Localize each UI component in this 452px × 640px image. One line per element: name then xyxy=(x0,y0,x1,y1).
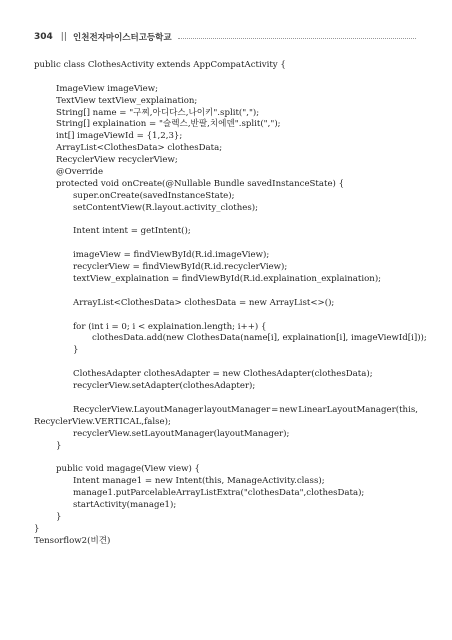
code-line: } xyxy=(56,511,62,522)
code-line: Intent manage1 = new Intent(this, ManageActivity.class); xyxy=(73,476,325,487)
blank-line xyxy=(34,310,418,322)
code-token: LinearLayoutManager(this, xyxy=(298,404,418,415)
code-line: clothesData.add(new ClothesData(name[i], explaination[i], imageViewId[i])); xyxy=(92,333,427,344)
code-line: Intent intent = getIntent(); xyxy=(73,226,191,237)
code-line: String[] name = "구찌,아디다스,나이키".split(","); xyxy=(56,107,260,118)
header-dotted-rule xyxy=(178,37,416,39)
code-token: RecyclerView.LayoutManager xyxy=(73,404,204,415)
code-line: manage1.putParcelableArrayListExtra("clothesData",clothesData); xyxy=(73,488,365,499)
blank-line xyxy=(34,215,418,227)
blank-line xyxy=(34,286,418,298)
blank-line xyxy=(34,238,418,250)
code-line: } xyxy=(56,440,62,451)
school-name: 인천전자마이스터고등학교 xyxy=(73,33,172,43)
code-line: TextView textView_explaination; xyxy=(56,95,198,106)
code-line: public void magage(View view) { xyxy=(56,464,200,475)
code-token: = xyxy=(271,404,279,415)
code-line: } xyxy=(34,523,40,534)
blank-line xyxy=(34,72,418,84)
code-line-justified xyxy=(34,405,418,417)
code-line: ClothesAdapter clothesAdapter = new ClothesAdapter(clothesData); xyxy=(73,369,373,380)
code-line: textView_explaination = findViewById(R.id.explaination_explaination); xyxy=(73,274,382,285)
code-line: } xyxy=(73,345,79,356)
code-line: public class ClothesActivity extends AppCompatActivity { xyxy=(34,60,286,70)
blank-line xyxy=(34,357,418,369)
code-line: ImageView imageView; xyxy=(56,83,158,94)
code-line: @Override xyxy=(56,167,104,178)
code-line: recyclerView.setAdapter(clothesAdapter); xyxy=(73,381,256,392)
code-token: new xyxy=(279,404,298,415)
code-line: recyclerView.setLayoutManager(layoutManager); xyxy=(73,428,290,439)
code-token: layoutManager xyxy=(204,404,271,415)
code-line: setContentView(R.layout.activity_clothes); xyxy=(73,202,258,213)
code-line: ArrayList<ClothesData> clothesData = new ArrayList<>(); xyxy=(73,297,335,308)
code-line: imageView = findViewById(R.id.imageView); xyxy=(73,250,270,261)
code-line: ArrayList<ClothesData> clothesData; xyxy=(56,143,223,154)
code-line: String[] explaination = "슬렉스,반팔,치에덴".split(","); xyxy=(56,119,281,130)
code-line: protected void onCreate(@Nullable Bundle savedInstanceState) { xyxy=(56,178,345,189)
code-line: startActivity(manage1); xyxy=(73,499,177,510)
code-line: for (int i = 0; i < explaination.length; i++) { xyxy=(73,321,267,332)
code-line: RecyclerView.VERTICAL,false); xyxy=(34,416,171,427)
page-number: 304 xyxy=(34,32,53,42)
header-separator: || xyxy=(60,32,68,42)
code-listing xyxy=(34,60,427,548)
blank-line xyxy=(34,393,418,405)
page-header xyxy=(34,31,416,43)
code-line: int[] imageViewId = {1,2,3}; xyxy=(56,131,183,142)
code-line: super.onCreate(savedInstanceState); xyxy=(73,190,235,201)
code-line: Tensorflow2(비견) xyxy=(34,535,111,546)
code-line: recyclerView = findViewById(R.id.recyclerView); xyxy=(73,262,288,273)
code-line: RecyclerView recyclerView; xyxy=(56,155,178,166)
blank-line xyxy=(34,452,418,464)
